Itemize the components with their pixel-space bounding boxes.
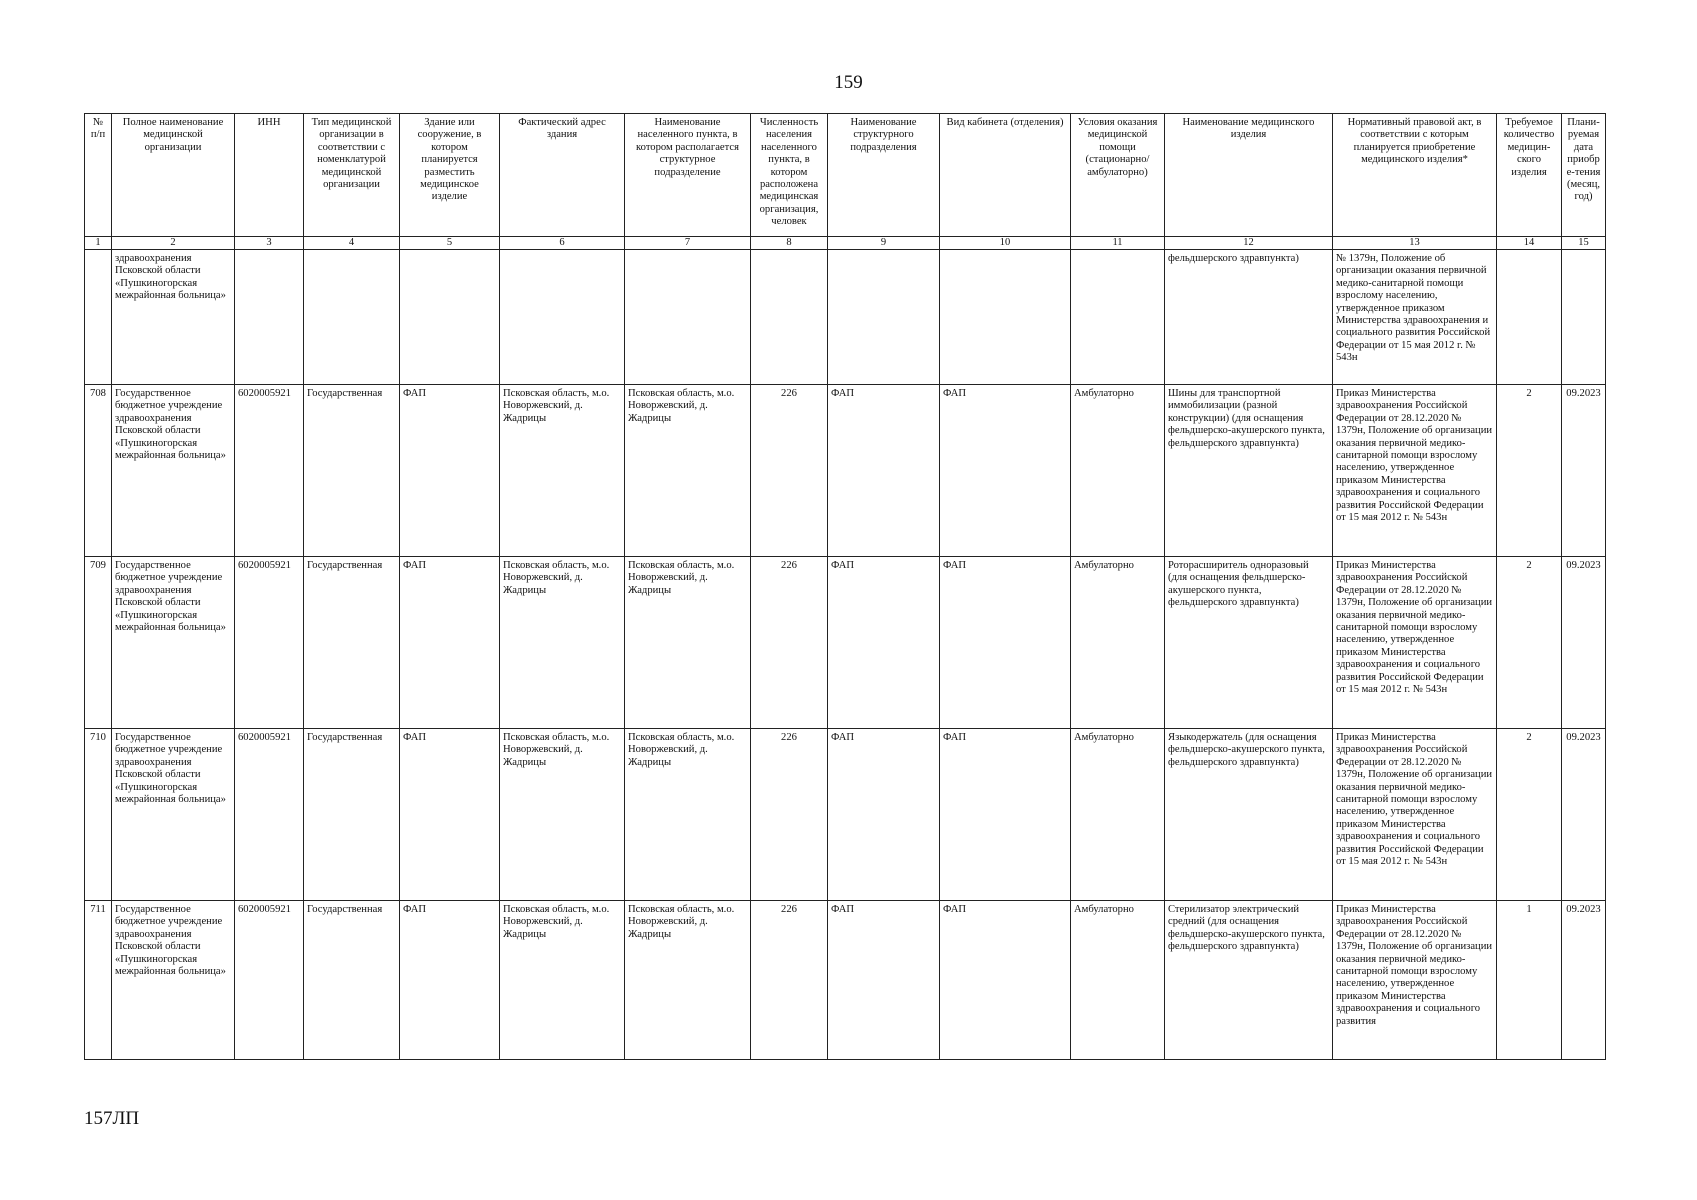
cell-settlement: Псковская область, м.о. Новоржевский, д. Жадрицы <box>625 385 751 557</box>
column-number: 11 <box>1071 237 1165 250</box>
cell-population <box>751 250 828 385</box>
cell-org: Государственное бюджетное учреждение здравоохранения Псковской области «Пушкиногорская межрайонная больница» <box>112 385 235 557</box>
column-number: 8 <box>751 237 828 250</box>
cell-conditions: Амбулаторно <box>1071 901 1165 1060</box>
column-number: 13 <box>1333 237 1497 250</box>
cell-num: 709 <box>85 557 112 729</box>
column-number: 6 <box>500 237 625 250</box>
cell-inn: 6020005921 <box>235 385 304 557</box>
cell-cabinet: ФАП <box>940 729 1071 901</box>
cell-device: Стерилизатор электрический средний (для оснащения фельдшерско-акушерского пункта, фельдшерского здравпункта) <box>1165 901 1333 1060</box>
column-number: 12 <box>1165 237 1333 250</box>
header-device: Наименование медицинского изделия <box>1165 114 1333 237</box>
column-number: 15 <box>1562 237 1606 250</box>
column-number-row <box>85 237 1606 250</box>
cell-date <box>1562 250 1606 385</box>
cell-settlement: Псковская область, м.о. Новоржевский, д. Жадрицы <box>625 557 751 729</box>
column-number: 14 <box>1497 237 1562 250</box>
table-row <box>85 557 1606 729</box>
column-number: 7 <box>625 237 751 250</box>
cell-date: 09.2023 <box>1562 901 1606 1060</box>
cell-address: Псковская область, м.о. Новоржевский, д. Жадрицы <box>500 385 625 557</box>
cell-qty: 2 <box>1497 385 1562 557</box>
page-number: 159 <box>834 72 863 93</box>
header-num: № п/п <box>85 114 112 237</box>
header-cabinet: Вид кабинета (отделения) <box>940 114 1071 237</box>
cell-inn: 6020005921 <box>235 729 304 901</box>
cell-conditions: Амбулаторно <box>1071 729 1165 901</box>
cell-building: ФАП <box>400 385 500 557</box>
cell-unit: ФАП <box>828 385 940 557</box>
cell-building <box>400 250 500 385</box>
cell-population: 226 <box>751 557 828 729</box>
cell-device: Языкодержатель (для оснащения фельдшерско-акушерского пункта, фельдшерского здравпункта) <box>1165 729 1333 901</box>
header-conditions: Условия оказания медицинской помощи (стационарно/ амбулаторно) <box>1071 114 1165 237</box>
cell-conditions <box>1071 250 1165 385</box>
cell-qty: 2 <box>1497 557 1562 729</box>
cell-type: Государственная <box>304 557 400 729</box>
cell-building: ФАП <box>400 729 500 901</box>
header-type: Тип медицинской организации в соответствии с номенклатурой медицинской организации <box>304 114 400 237</box>
cell-act: Приказ Министерства здравоохранения Российской Федерации от 28.12.2020 № 1379н, Положение об организации оказания первичной медико-санитарной помощи взрослому населению, утвержденное приказом Министерства здравоохранения и социального развития Российской Федерации от 15 мая 2012 г. № 543н <box>1333 557 1497 729</box>
table-row <box>85 385 1606 557</box>
cell-type: Государственная <box>304 385 400 557</box>
table-header-row <box>85 114 1606 237</box>
cell-date: 09.2023 <box>1562 729 1606 901</box>
cell-inn <box>235 250 304 385</box>
cell-device: Роторасширитель одноразовый (для оснащения фельдшерско-акушерского пункта, фельдшерского здравпункта) <box>1165 557 1333 729</box>
cell-type: Государственная <box>304 901 400 1060</box>
cell-unit: ФАП <box>828 729 940 901</box>
column-number: 1 <box>85 237 112 250</box>
cell-cabinet: ФАП <box>940 557 1071 729</box>
cell-device: Шины для транспортной иммобилизации (разной конструкции) (для оснащения фельдшерско-акушерского пункта, фельдшерского здравпункта) <box>1165 385 1333 557</box>
cell-cabinet: ФАП <box>940 901 1071 1060</box>
cell-population: 226 <box>751 729 828 901</box>
cell-act: Приказ Министерства здравоохранения Российской Федерации от 28.12.2020 № 1379н, Положение об организации оказания первичной медико-санитарной помощи взрослому населению, утвержденное приказом Министерства здравоохранения и социального развития Российской Федерации от 15 мая 2012 г. № 543н <box>1333 729 1497 901</box>
cell-address: Псковская область, м.о. Новоржевский, д. Жадрицы <box>500 901 625 1060</box>
cell-device: фельдшерского здравпункта) <box>1165 250 1333 385</box>
header-building: Здание или сооружение, в котором планируется разместить медицинское изделие <box>400 114 500 237</box>
header-inn: ИНН <box>235 114 304 237</box>
column-number: 3 <box>235 237 304 250</box>
cell-qty: 1 <box>1497 901 1562 1060</box>
cell-population: 226 <box>751 901 828 1060</box>
cell-num: 708 <box>85 385 112 557</box>
table-row <box>85 729 1606 901</box>
header-act: Нормативный правовой акт, в соответствии с которым планируется приобретение медицинского изделия* <box>1333 114 1497 237</box>
header-org: Полное наименование медицинской организации <box>112 114 235 237</box>
cell-date: 09.2023 <box>1562 557 1606 729</box>
cell-population: 226 <box>751 385 828 557</box>
cell-inn: 6020005921 <box>235 901 304 1060</box>
header-unit: Наименование структурного подразделения <box>828 114 940 237</box>
cell-num <box>85 250 112 385</box>
cell-num: 711 <box>85 901 112 1060</box>
cell-act: № 1379н, Положение об организации оказания первичной медико-санитарной помощи взрослому населению, утвержденное приказом Министерства здравоохранения и социального развития Российской Федерации от 15 мая 2012 г. № 543н <box>1333 250 1497 385</box>
continuation-row <box>85 250 1606 385</box>
cell-settlement <box>625 250 751 385</box>
header-settlement: Наименование населенного пункта, в котором располагается структурное подразделение <box>625 114 751 237</box>
column-number: 5 <box>400 237 500 250</box>
cell-date: 09.2023 <box>1562 385 1606 557</box>
cell-settlement: Псковская область, м.о. Новоржевский, д. Жадрицы <box>625 901 751 1060</box>
cell-act: Приказ Министерства здравоохранения Российской Федерации от 28.12.2020 № 1379н, Положение об организации оказания первичной медико-санитарной помощи взрослому населению, утвержденное приказом Министерства здравоохранения и социального развития <box>1333 901 1497 1060</box>
table-row <box>85 901 1606 1060</box>
cell-unit: ФАП <box>828 901 940 1060</box>
cell-org: здравоохранения Псковской области «Пушкиногорская межрайонная больница» <box>112 250 235 385</box>
cell-org: Государственное бюджетное учреждение здравоохранения Псковской области «Пушкиногорская межрайонная больница» <box>112 901 235 1060</box>
cell-cabinet: ФАП <box>940 385 1071 557</box>
column-number: 9 <box>828 237 940 250</box>
header-population: Численность населения населенного пункта, в котором расположена медицинская организация, человек <box>751 114 828 237</box>
cell-cabinet <box>940 250 1071 385</box>
column-number: 10 <box>940 237 1071 250</box>
cell-org: Государственное бюджетное учреждение здравоохранения Псковской области «Пушкиногорская межрайонная больница» <box>112 557 235 729</box>
cell-org: Государственное бюджетное учреждение здравоохранения Псковской области «Пушкиногорская межрайонная больница» <box>112 729 235 901</box>
cell-inn: 6020005921 <box>235 557 304 729</box>
cell-qty: 2 <box>1497 729 1562 901</box>
column-number: 4 <box>304 237 400 250</box>
header-date: Плани-руемая дата приобре-тения (месяц, год) <box>1562 114 1606 237</box>
cell-unit: ФАП <box>828 557 940 729</box>
cell-settlement: Псковская область, м.о. Новоржевский, д. Жадрицы <box>625 729 751 901</box>
header-qty: Требуемое количество медицин-ского изделия <box>1497 114 1562 237</box>
cell-address: Псковская область, м.о. Новоржевский, д. Жадрицы <box>500 557 625 729</box>
cell-unit <box>828 250 940 385</box>
medical-equipment-table <box>84 113 1606 1060</box>
header-address: Фактический адрес здания <box>500 114 625 237</box>
cell-conditions: Амбулаторно <box>1071 557 1165 729</box>
cell-num: 710 <box>85 729 112 901</box>
column-number: 2 <box>112 237 235 250</box>
cell-building: ФАП <box>400 901 500 1060</box>
cell-type: Государственная <box>304 729 400 901</box>
cell-address: Псковская область, м.о. Новоржевский, д. Жадрицы <box>500 729 625 901</box>
cell-conditions: Амбулаторно <box>1071 385 1165 557</box>
cell-act: Приказ Министерства здравоохранения Российской Федерации от 28.12.2020 № 1379н, Положение об организации оказания первичной медико-санитарной помощи взрослому населению, утвержденное приказом Министерства здравоохранения и социального развития Российской Федерации от 15 мая 2012 г. № 543н <box>1333 385 1497 557</box>
cell-type <box>304 250 400 385</box>
document-code: 157ЛП <box>84 1108 140 1129</box>
cell-address <box>500 250 625 385</box>
cell-building: ФАП <box>400 557 500 729</box>
cell-qty <box>1497 250 1562 385</box>
